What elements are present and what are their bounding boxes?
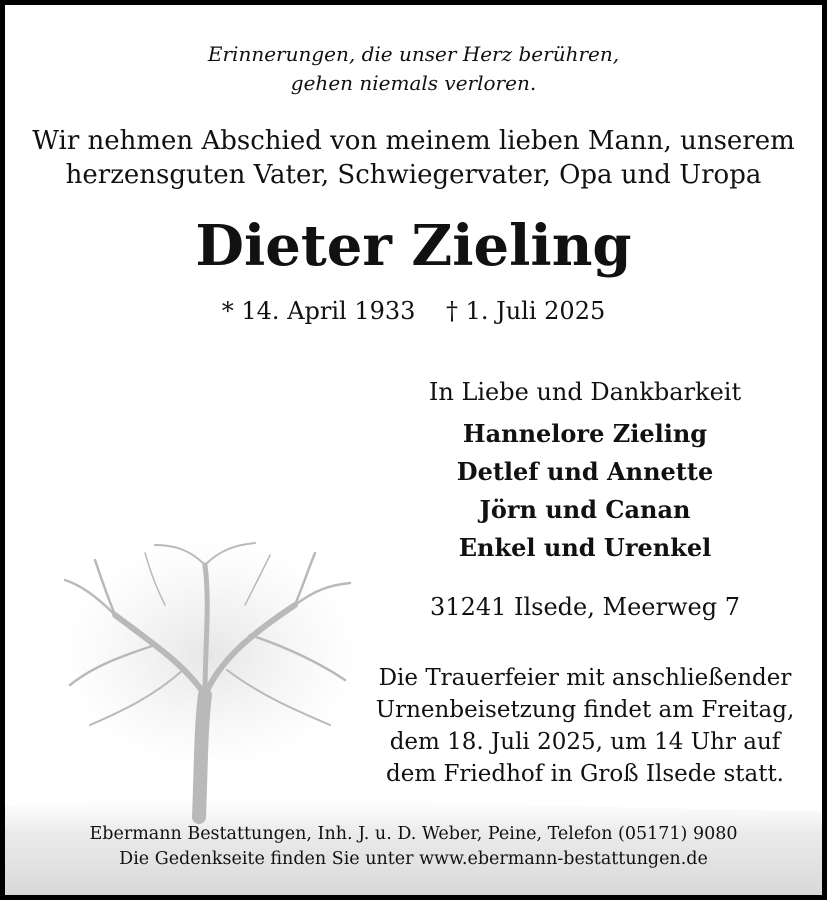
ceremony-line-2: Urnenbeisetzung findet am Freitag, bbox=[375, 697, 795, 723]
ceremony-line-1: Die Trauerfeier mit anschließender bbox=[378, 665, 792, 691]
family-address: 31241 Ilsede, Meerweg 7 bbox=[430, 593, 740, 621]
birth-date: * 14. April 1933 bbox=[221, 297, 416, 325]
intro-line-1: Wir nehmen Abschied von meinem lieben Mann, unserem bbox=[32, 126, 795, 156]
memorial-website-line: Die Gedenkseite finden Sie unter www.ebermann-bestattungen.de bbox=[119, 849, 708, 869]
funeral-home-line: Ebermann Bestattungen, Inh. J. u. D. Weber, Peine, Telefon (05171) 9080 bbox=[89, 824, 738, 844]
ceremony-line-3: dem 18. Juli 2025, um 14 Uhr auf bbox=[389, 729, 781, 755]
memorial-quote-line-1: Erinnerungen, die unser Herz berühren, bbox=[207, 42, 620, 66]
intro-line-2: herzensguten Vater, Schwiegervater, Opa und Uropa bbox=[65, 160, 762, 190]
deceased-name: Dieter Zieling bbox=[195, 213, 632, 279]
mourners-intro: In Liebe und Dankbarkeit bbox=[428, 378, 742, 406]
death-date: † 1. Juli 2025 bbox=[445, 297, 606, 325]
memorial-quote-line-2: gehen niemals verloren. bbox=[290, 71, 537, 95]
ceremony-line-4: dem Friedhof in Groß Ilsede statt. bbox=[385, 761, 784, 787]
life-dates bbox=[5, 296, 822, 326]
mourner-3: Jörn und Canan bbox=[479, 495, 691, 524]
mourner-1: Hannelore Zieling bbox=[462, 419, 708, 448]
mourner-4: Enkel und Urenkel bbox=[458, 533, 712, 562]
mourner-2: Detlef und Annette bbox=[456, 457, 714, 486]
